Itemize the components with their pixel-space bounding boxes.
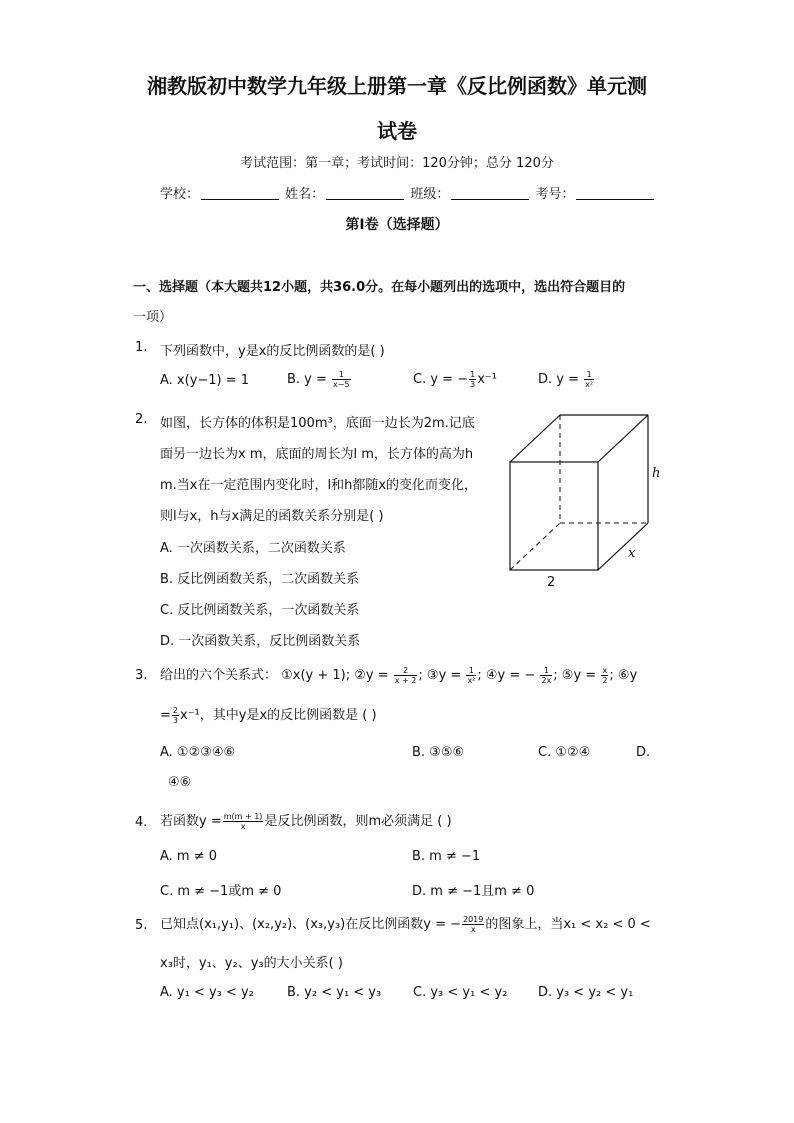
section-heading-line-2: 一项） <box>133 310 173 325</box>
q5-option-c[interactable]: C. y₃ < y₁ < y₂ <box>413 985 508 1000</box>
exam-info: 考试范围：第一章；考试时间：120分钟；总分 120分 <box>240 156 554 171</box>
name-label: 姓名： <box>285 187 325 202</box>
q1-b-fraction: $\frac{1}{x-5}$ <box>333 370 350 389</box>
q1-option-a[interactable]: A. x(y−1) = 1 <box>160 373 250 388</box>
q5-option-a[interactable]: A. y₁ < y₃ < y₂ <box>160 985 254 1000</box>
q3-option-a[interactable]: A. ①②③④⑥ <box>160 745 236 760</box>
q3-fraction-6: $\frac{2}{3}$ <box>172 706 178 725</box>
cuboid-front-face <box>510 462 598 570</box>
q1-d-fraction: $\frac{1}{\text{x²}}$ <box>585 370 594 389</box>
q4-option-b[interactable]: B. m ≠ −1 <box>412 849 481 864</box>
cuboid-edge <box>510 415 560 462</box>
q1-stem: 下列函数中，y是x的反比例函数的是( ) <box>160 344 385 359</box>
q2-number: 2. <box>135 412 148 427</box>
school-label: 学校： <box>160 187 200 202</box>
label-h: h <box>652 466 661 481</box>
section-heading-line-1: 一、选择题（本大题共12小题，共36.0分。在每小题列出的选项中，选出符合题目的 <box>133 280 626 295</box>
id-blank[interactable] <box>576 186 654 200</box>
q3-option-b[interactable]: B. ③⑤⑥ <box>412 745 465 760</box>
q4-stem: 若函数y = $\frac{m(m + 1)}{x}$ 是反比例函数，则m必须满足 ( ) <box>160 812 452 831</box>
q3-stem-line-2: = $\frac{2}{3}$ x⁻¹，其中y是x的反比例函数是 ( ) <box>160 706 377 725</box>
q3-fraction-4: $\frac{1}{2x}$ <box>541 666 552 685</box>
q3-fraction-5: $\frac{x}{2}$ <box>602 666 608 685</box>
cuboid-edge <box>598 415 648 462</box>
name-blank[interactable] <box>326 186 404 200</box>
q3-option-d-content[interactable]: ④⑥ <box>168 775 192 790</box>
q4-option-a[interactable]: A. m ≠ 0 <box>160 849 218 864</box>
q1-option-c[interactable]: C. y = − $\frac{1}{3}$ x⁻¹ <box>413 370 497 389</box>
q5-stem-line-1: 已知点(x₁,y₁)、(x₂,y₂)、(x₃,y₃)在反比例函数y = − $\frac{2019}{x}$ 的图象上，当x₁ < x₂ < 0 < <box>160 915 651 934</box>
cuboid-hidden-edge <box>510 523 560 570</box>
q4-number: 4. <box>135 815 148 830</box>
q3-fraction-2: $\frac{2}{x + 2}$ <box>394 666 417 685</box>
cuboid-edge <box>598 523 648 570</box>
exam-title-line-2: 试卷 <box>377 119 417 143</box>
q2-option-d[interactable]: D. 一次函数关系，反比例函数关系 <box>160 634 361 649</box>
class-blank[interactable] <box>451 186 529 200</box>
q5-fraction: $\frac{2019}{x}$ <box>463 915 484 934</box>
q5-stem-line-2: x₃时，y₁、y₂、y₃的大小关系( ) <box>160 956 343 971</box>
q4-fraction: $\frac{m(m + 1)}{x}$ <box>223 812 263 831</box>
q2-stem-line-3: m.当x在一定范围内变化时，l和h都随x的变化而变化， <box>160 478 478 493</box>
q1-option-d[interactable]: D. y = $\frac{1}{\text{x²}}$ <box>538 370 594 389</box>
q2-stem-line-1: 如图，长方体的体积是100m³，底面一边长为2m.记底 <box>160 416 475 431</box>
id-label: 考号： <box>535 187 575 202</box>
q2-stem-line-2: 面另一边长为x m，底面的周长为l m，长方体的高为h <box>160 447 474 462</box>
q5-number: 5. <box>135 918 148 933</box>
q3-option-c[interactable]: C. ①②④ <box>538 745 591 760</box>
q3-stem-line-1: 给出的六个关系式： ①x(y + 1); ②y = $\frac{2}{x + 2}$ ; ③y = $\frac{1}{\text{x²}}$ ; ④y = − $\frac{1}{2x}$ ; ⑤y = $\frac{x}{2}$ ; ⑥y <box>160 666 638 685</box>
school-blank[interactable] <box>201 186 279 200</box>
exam-title-line-1: 湘教版初中数学九年级上册第一章《反比例函数》单元测 <box>147 74 647 98</box>
q2-option-b[interactable]: B. 反比例函数关系，二次函数关系 <box>160 572 360 587</box>
cuboid-figure <box>500 405 670 590</box>
q2-option-c[interactable]: C. 反比例函数关系，一次函数关系 <box>160 603 360 618</box>
label-2: 2 <box>547 575 556 590</box>
q3-fraction-3: $\frac{1}{\text{x²}}$ <box>467 666 476 685</box>
part-title: 第Ⅰ卷（选择题） <box>345 217 449 233</box>
q2-option-a[interactable]: A. 一次函数关系，二次函数关系 <box>160 541 346 556</box>
student-info-fields <box>160 183 656 202</box>
q5-option-d[interactable]: D. y₃ < y₂ < y₁ <box>538 985 634 1000</box>
q1-c-fraction: $\frac{1}{3}$ <box>470 370 476 389</box>
q3-option-d[interactable]: D. <box>636 745 651 760</box>
q1-option-b[interactable]: B. y = $\frac{1}{x-5}$ <box>287 370 350 389</box>
class-label: 班级： <box>410 187 450 202</box>
q1-number: 1. <box>135 340 148 355</box>
q5-option-b[interactable]: B. y₂ < y₁ < y₃ <box>287 985 382 1000</box>
q4-option-d[interactable]: D. m ≠ −1且m ≠ 0 <box>412 884 535 899</box>
label-x: x <box>628 546 636 561</box>
q3-number: 3. <box>135 668 148 683</box>
q2-stem-line-4: 则l与x，h与x满足的函数关系分别是( ) <box>160 509 384 524</box>
q4-option-c[interactable]: C. m ≠ −1或m ≠ 0 <box>160 884 282 899</box>
